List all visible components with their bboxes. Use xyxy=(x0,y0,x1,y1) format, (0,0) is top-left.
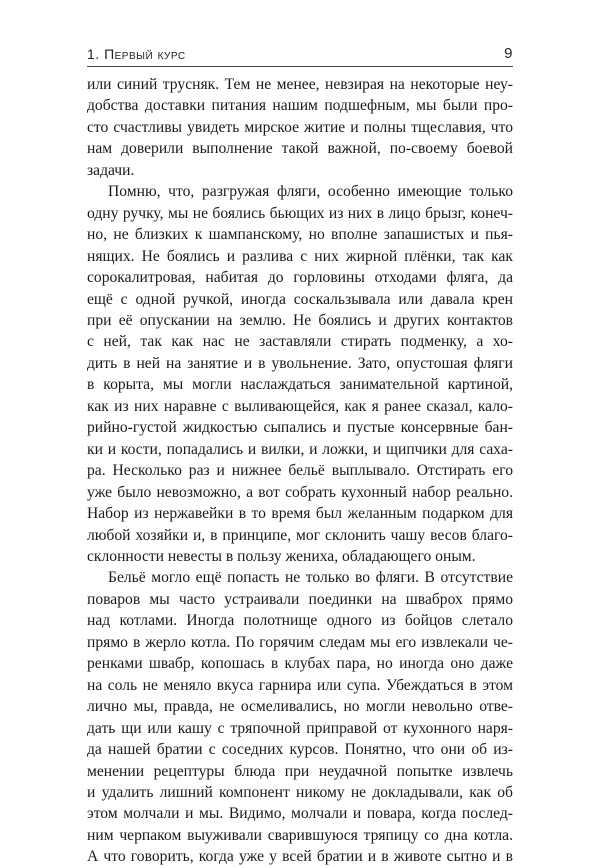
text-line: уже было невозможно, а вот собрать кухонный набор реально. xyxy=(87,483,513,501)
text-line: ещё с одной ручкой, иногда соскальзывала или давала крен xyxy=(87,290,513,308)
text-line: ки и кости, попадались и вилки, и ложки, и щипчики для саха- xyxy=(87,440,513,458)
text-line: Бельё могло ещё попасть не только во фляги. В отсутствие xyxy=(108,569,513,587)
text-line: этом молчали и мы. Видимо, молчали и повара, когда послед- xyxy=(87,805,513,823)
header-rule xyxy=(87,66,513,67)
text-line: сто счастливы увидеть мирское житие и полны тщеславия, что xyxy=(87,118,513,136)
text-line: менении рецептуры блюда при неудачной попытке извлечь xyxy=(87,762,513,780)
text-line: одну ручку, мы не боялись бьющих из них в лицо брызг, конеч- xyxy=(87,204,513,222)
text-line: ним черпаком выуживали сварившуюся тряпицу со дна котла. xyxy=(87,826,513,844)
text-line: или синий трусняк. Тем не менее, невзирая на некоторые неу- xyxy=(87,76,513,93)
chapter-title: 1. Первый курс xyxy=(87,46,186,62)
text-line: лично мы, правда, не осмеливались, но могли невольно отве- xyxy=(87,698,513,716)
text-line: ренками швабр, копошась в клубах пара, но иногда оно даже xyxy=(87,655,513,673)
text-line: любой хозяйки и, в принципе, мог склонить чашу весов благо- xyxy=(87,526,513,544)
text-line: сорокалитровая, набитая до горловины отходами фляга, да xyxy=(87,269,513,287)
page-number: 9 xyxy=(504,45,513,62)
text-line: нящих. Не боялись и разлива с них жирной плёнки, так как xyxy=(87,247,513,265)
running-head xyxy=(87,44,513,66)
text-line: дить в ней на занятие и в увольнение. Зато, опустошая фляги xyxy=(87,354,513,372)
text-line: на соль не меняло вкуса гарнира или супа. Убеждаться в этом xyxy=(87,676,513,694)
text-line: как из них наравне с выливающейся, как я ранее сказал, кало- xyxy=(87,397,513,415)
text-line: нам доверили выполнение такой важной, по-своему боевой xyxy=(87,140,513,158)
text-line: задачи. xyxy=(87,161,135,179)
text-line: но, не близких к шампанскому, но вполне запашистых и пья- xyxy=(87,226,513,244)
text-line: с ней, так как нас не заставляли стирать подменку, а хо- xyxy=(87,333,513,351)
text-line: при её опускании на землю. Не боялись и других контактов xyxy=(87,311,513,329)
body-text xyxy=(87,74,513,868)
text-line: рийно-густой жидкостью сыпались и пустые консервные бан- xyxy=(87,419,513,437)
text-line: А что говорить, когда уже у всей братии и в животе сытно и в xyxy=(87,848,513,866)
text-line: над котлами. Иногда полотнище одного из бойцов слетало xyxy=(87,612,513,630)
text-line: и удалить лишний компонент никому не докладывали, как об xyxy=(87,783,513,801)
text-line: дать щи или кашу с тряпочной приправой от кухонного наря- xyxy=(87,719,513,737)
text-line: ра. Несколько раз и нижнее бельё выплывало. Отстирать его xyxy=(87,462,513,480)
text-line: Помню, что, разгружая фляги, особенно имеющие только xyxy=(108,183,513,201)
text-line: добства доставки питания нашим подшефным, мы были про- xyxy=(87,97,513,115)
text-line: поваров мы часто устраивали поединки на шваброх прямо xyxy=(87,590,513,608)
text-line: Набор из нержавейки в то время был желанным подарком для xyxy=(87,505,513,523)
text-line: да нашей братии с соседних курсов. Понятно, что они об из- xyxy=(87,741,513,759)
text-line: в корыта, мы могли наслаждаться занимательной картиной, xyxy=(87,376,513,394)
text-line: прямо в жерло котла. По горячим следам мы его извлекали че- xyxy=(87,633,513,651)
text-line: склонности невесты в пользу жениха, обладающего оным. xyxy=(87,547,476,565)
